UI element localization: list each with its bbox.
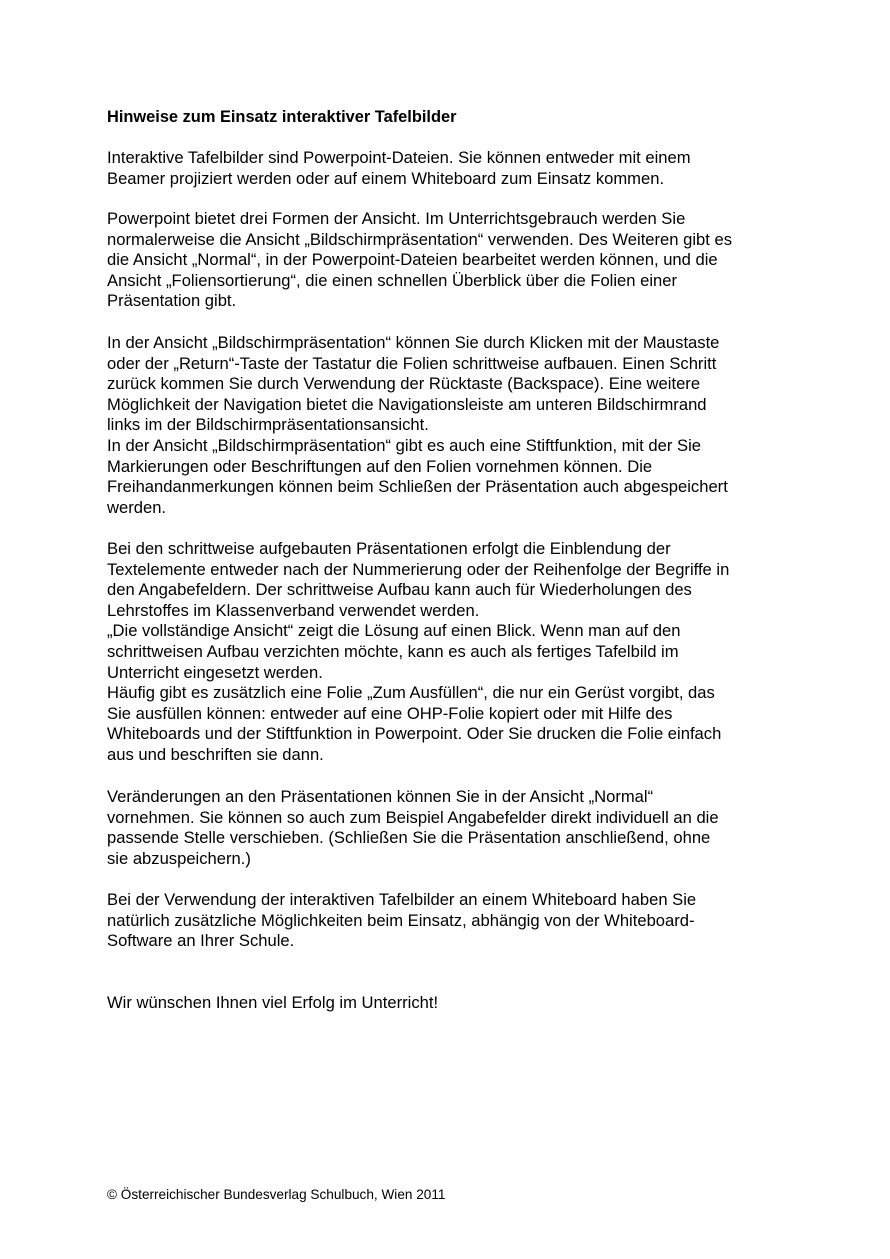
text-line: Bei der Verwendung der interaktiven Tafelbilder an einem Whiteboard haben Sie	[107, 890, 697, 909]
text-line: schrittweisen Aufbau verzichten möchte, kann es auch als fertiges Tafelbild im	[107, 641, 679, 661]
text-line: Whiteboards und der Stiftfunktion in Powerpoint. Oder Sie drucken die Folie einfach	[107, 724, 722, 744]
text-line: normalerweise die Ansicht „Bildschirmpräsentation“ verwenden. Des Weiteren gibt es	[107, 229, 733, 249]
text-line: Häufig gibt es zusätzlich eine Folie „Zum Ausfüllen“, die nur ein Gerüst vorgibt, das	[107, 683, 715, 703]
text-line: natürlich zusätzliche Möglichkeiten beim Einsatz, abhängig von der Whiteboard-	[107, 910, 695, 930]
text-line: Unterricht eingesetzt werden.	[107, 662, 323, 682]
copyright-footer: © Österreichischer Bundesverlag Schulbuch, Wien 2011	[107, 1187, 446, 1202]
text-line: links im der Bildschirmpräsentationsansicht.	[107, 415, 429, 435]
text-line: Software an Ihrer Schule.	[107, 931, 295, 951]
text-line: werden.	[107, 497, 167, 517]
text-line: aus und beschriften sie dann.	[107, 744, 324, 764]
text-line: passende Stelle verschieben. (Schließen Sie die Präsentation anschließend, ohne	[107, 828, 711, 848]
paragraph-slideshow	[107, 333, 728, 518]
text-line: den Angabefeldern. Der schrittweise Aufbau kann auch für Wiederholungen des	[107, 580, 692, 600]
paragraph-whiteboard	[107, 890, 696, 952]
text-line: Interaktive Tafelbilder sind Powerpoint-Dateien. Sie können entweder mit einem	[107, 148, 691, 167]
paragraph-views	[107, 209, 732, 312]
text-line: Ansicht „Foliensortierung“, die einen schnellen Überblick über die Folien einer	[107, 270, 678, 290]
text-line: Veränderungen an den Präsentationen können Sie in der Ansicht „Normal“	[107, 787, 654, 806]
paragraph-intro	[107, 148, 691, 189]
text-line: Möglichkeit der Navigation bietet die Navigationsleiste am unteren Bildschirmrand	[107, 394, 707, 414]
text-line: vornehmen. Sie können so auch zum Beispiel Angabefelder direkt individuell an die	[107, 807, 719, 827]
text-line: Bei den schrittweise aufgebauten Präsentationen erfolgt die Einblendung der	[107, 539, 671, 558]
text-line: Präsentation gibt.	[107, 291, 237, 311]
paragraph-closing	[107, 993, 438, 1014]
text-line: sie abzuspeichern.)	[107, 848, 251, 868]
text-line: In der Ansicht „Bildschirmpräsentation“ können Sie durch Klicken mit der Maustaste	[107, 333, 720, 352]
text-line: zurück kommen Sie durch Verwendung der Rücktaste (Backspace). Eine weitere	[107, 374, 701, 394]
text-line: Textelemente entweder nach der Nummerierung oder der Reihenfolge der Begriffe in	[107, 559, 730, 579]
text-line: oder der „Return“-Taste der Tastatur die Folien schrittweise aufbauen. Einen Schritt	[107, 353, 717, 373]
text-line: Beamer projiziert werden oder auf einem Whiteboard zum Einsatz kommen.	[107, 168, 665, 188]
text-line: In der Ansicht „Bildschirmpräsentation“ gibt es auch eine Stiftfunktion, mit der Sie	[107, 435, 701, 455]
paragraph-stepwise	[107, 539, 729, 766]
paragraph-changes	[107, 787, 719, 869]
text-line: Markierungen oder Beschriftungen auf den Folien vornehmen können. Die	[107, 456, 653, 476]
text-line: Wir wünschen Ihnen viel Erfolg im Unterricht!	[107, 993, 439, 1012]
text-line: die Ansicht „Normal“, in der Powerpoint-Dateien bearbeitet werden können, und die	[107, 250, 718, 270]
document-title: Hinweise zum Einsatz interaktiver Tafelbilder	[107, 108, 457, 126]
text-line: „Die vollständige Ansicht“ zeigt die Lösung auf einen Blick. Wenn man auf den	[107, 621, 681, 641]
text-line: Lehrstoffes im Klassenverband verwendet werden.	[107, 600, 480, 620]
text-line: Sie ausfüllen können: entweder auf eine OHP-Folie kopiert oder mit Hilfe des	[107, 703, 673, 723]
text-line: Freihandanmerkungen können beim Schließen der Präsentation auch abgespeichert	[107, 477, 728, 497]
text-line: Powerpoint bietet drei Formen der Ansicht. Im Unterrichtsgebrauch werden Sie	[107, 209, 686, 228]
